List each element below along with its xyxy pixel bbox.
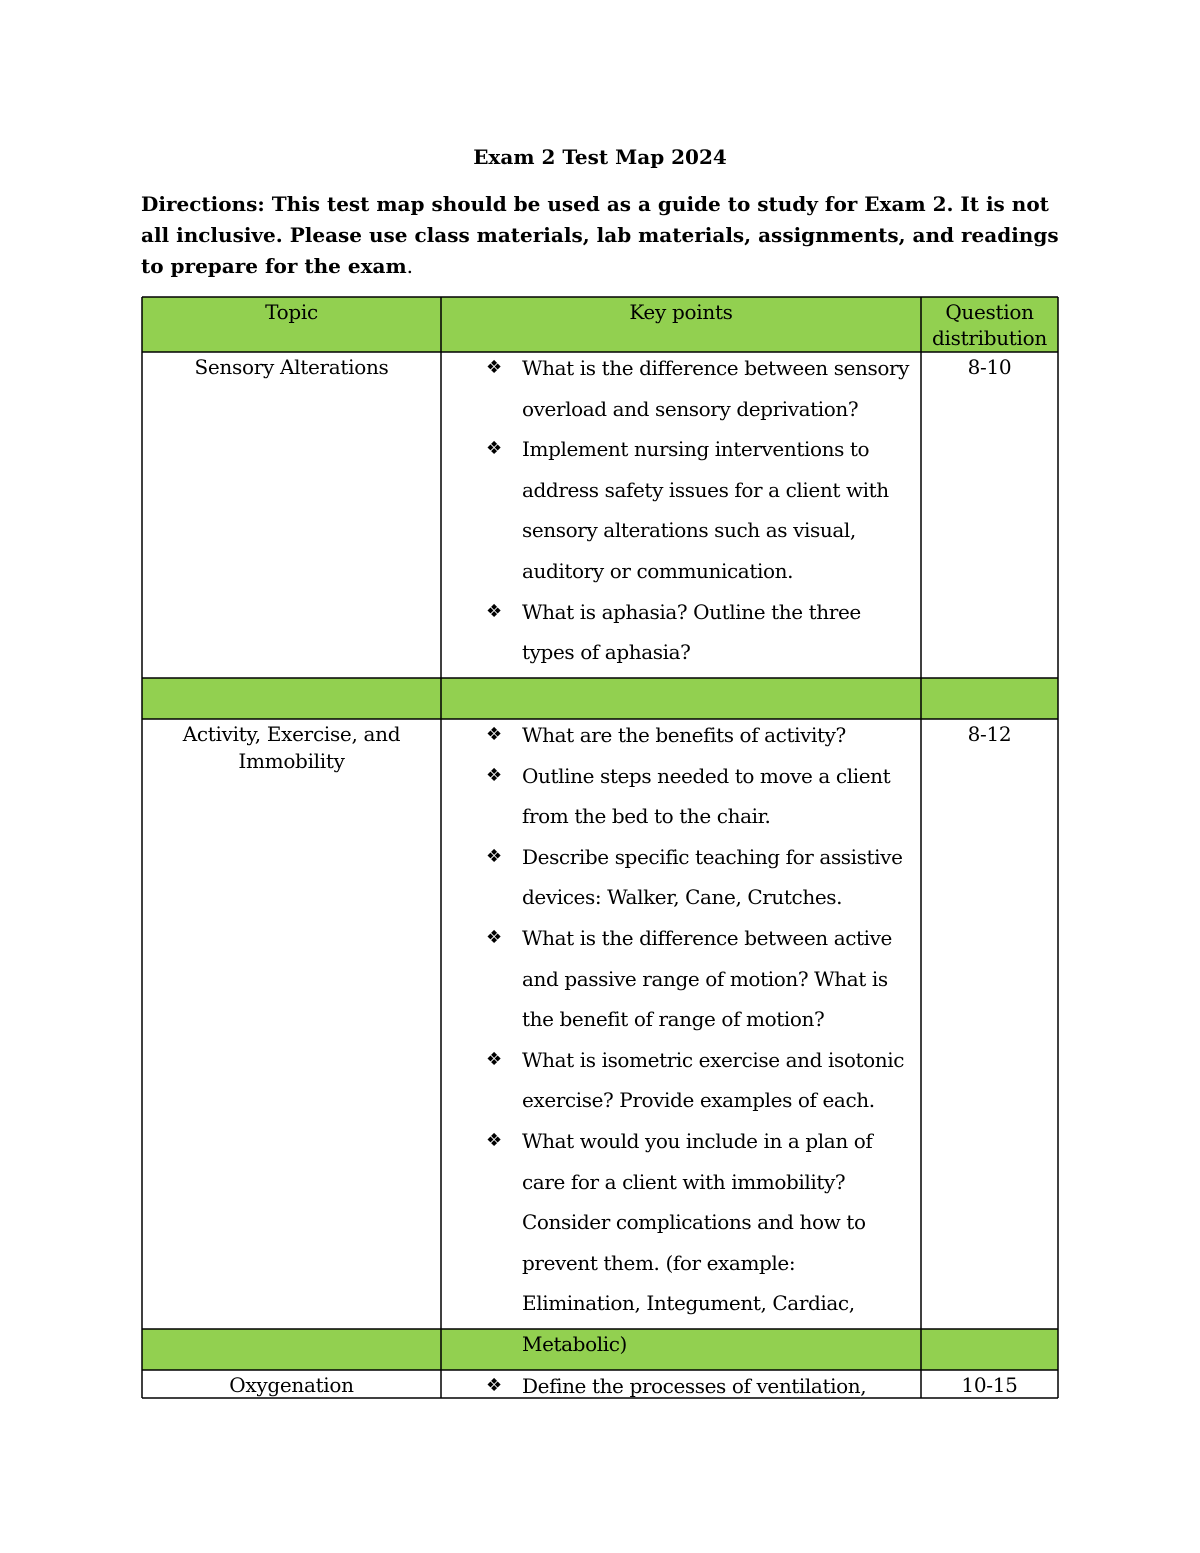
directions-text: This test map should be used as a guide to study for Exam 2. It is not all inclusive. Please use class materials, lab materials, assignments, and readings to prepare for the exam [141, 192, 1059, 278]
list-item: ❖ What is isometric exercise and isotonic exercise? Provide examples of each. [486, 1040, 916, 1121]
row-oxygenation-key-points [486, 1366, 916, 1397]
four-diamond-icon: ❖ [486, 357, 502, 378]
row-sensory-key-points [486, 348, 916, 673]
list-item: ❖ Define the processes of ventilation, [486, 1366, 916, 1397]
four-diamond-icon: ❖ [486, 1129, 502, 1151]
row-activity-topic-line2: Immobility [238, 749, 345, 773]
row-activity-topic [142, 721, 441, 775]
row-activity-distribution: 8-12 [967, 722, 1012, 746]
row-activity-topic-line1: Activity, Exercise, and [182, 722, 401, 746]
row-activity-key-points [486, 715, 916, 1365]
row-sensory-topic: Sensory Alterations [194, 355, 389, 379]
header-question-distribution [921, 299, 1058, 351]
four-diamond-icon: ❖ [486, 600, 502, 622]
four-diamond-icon: ❖ [486, 926, 502, 948]
four-diamond-icon: ❖ [486, 1375, 502, 1396]
four-diamond-icon: ❖ [486, 845, 502, 867]
header-distribution-line2: distribution [932, 326, 1047, 350]
four-diamond-icon: ❖ [486, 764, 502, 786]
row-oxygenation-topic: Oxygenation [229, 1373, 354, 1397]
header-key-points: Key points [629, 300, 733, 324]
directions-tail: . [406, 254, 413, 278]
four-diamond-icon: ❖ [486, 1048, 502, 1070]
list-item: ❖ Describe specific teaching for assistive devices: Walker, Cane, Crutches. [486, 837, 916, 918]
list-item: ❖ What is aphasia? Outline the three types of aphasia? [486, 592, 916, 673]
document-title: Exam 2 Test Map 2024 [473, 145, 727, 169]
row-sensory-distribution: 8-10 [967, 355, 1012, 379]
list-item: ❖ What would you include in a plan of care for a client with immobility? Consider complications and how to prevent them. (for example: Elimination, Integument, Cardiac, Metabolic) [486, 1121, 916, 1365]
list-item: ❖ What is the difference between active and passive range of motion? What is the benefit of range of motion? [486, 918, 916, 1040]
header-distribution-line1: Question [945, 300, 1034, 324]
list-item: ❖ What are the benefits of activity? [486, 715, 916, 756]
list-item: ❖ Outline steps needed to move a client from the bed to the chair. [486, 756, 916, 837]
list-item: ❖ What is the difference between sensory overload and sensory deprivation? [486, 348, 916, 429]
header-topic: Topic [265, 300, 318, 324]
four-diamond-icon: ❖ [486, 724, 502, 745]
directions-label: Directions: [141, 192, 265, 216]
row-oxygenation-distribution: 10-15 [961, 1373, 1018, 1397]
four-diamond-icon: ❖ [486, 438, 502, 460]
list-item: ❖ Implement nursing interventions to address safety issues for a client with sensory alterations such as visual, auditory or communication. [486, 429, 916, 591]
